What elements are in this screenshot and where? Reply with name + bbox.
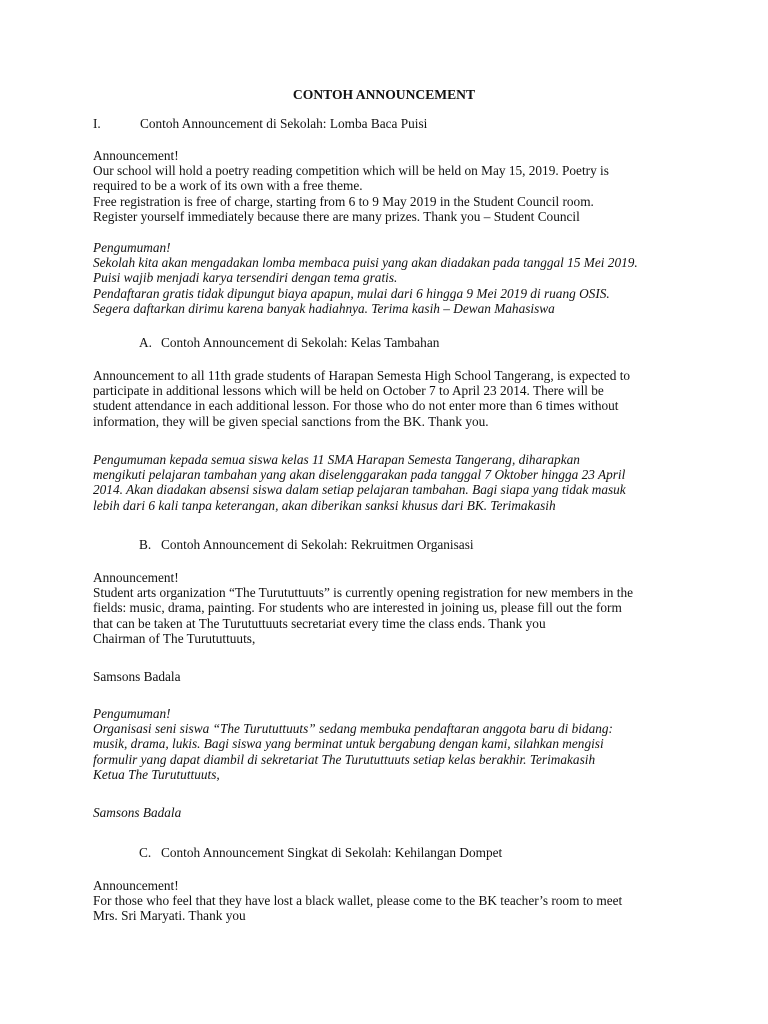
section-b-heading [139, 537, 474, 553]
section-b-indonesian-signature [93, 805, 683, 820]
section-1-english-paragraph [93, 148, 683, 224]
text-line: For those who feel that they have lost a black wallet, please come to the BK teacher’s room to meet [93, 893, 623, 909]
text-line: Announcement! [93, 878, 179, 893]
text-line: Register yourself immediately because there are many prizes. Thank you – Student Council [93, 208, 580, 224]
text-line: Organisasi seni siswa “The Turututtuuts” sedang membuka pendaftaran anggota baru di bidang: [93, 721, 613, 737]
section-c-letter: C. [139, 845, 152, 860]
text-line: Puisi wajib menjadi karya tersendiri dengan tema gratis. [93, 270, 398, 286]
text-line: mengikuti pelajaran tambahan yang akan diselenggarakan pada tanggal 7 Oktober hingga 23 April [93, 467, 626, 483]
text-line: Announcement! [93, 148, 179, 163]
text-line: Ketua The Turututtuuts, [93, 766, 220, 782]
text-line: 2014. Akan diadakan absensi siswa dalam setiap pelajaran tambahan. Bagi siapa yang tidak masuk [93, 482, 626, 498]
text-line: fields: music, drama, painting. For students who are interested in joining us, please fill out the form [93, 600, 622, 616]
section-b-english-signature [93, 669, 683, 684]
text-line: musik, drama, lukis. Bagi siswa yang berminat untuk bergabung dengan kami, silahkan mengisi [93, 736, 604, 752]
section-1-number: I. [93, 116, 101, 131]
text-line: Sekolah kita akan mengadakan lomba membaca puisi yang akan diadakan pada tanggal 15 Mei 2019. [93, 255, 638, 271]
signature-name: Samsons Badala [93, 805, 182, 820]
text-line: Announcement to all 11th grade students of Harapan Semesta High School Tangerang, is expected to [93, 368, 631, 383]
text-line: Free registration is free of charge, starting from 6 to 9 May 2019 in the Student Council room. [93, 193, 594, 209]
text-line: Segera daftarkan dirimu karena banyak hadiahnya. Terima kasih – Dewan Mahasiswa [93, 300, 555, 316]
text-line: Pendaftaran gratis tidak dipungut biaya apapun, mulai dari 6 hingga 9 Mei 2019 di ruang OSIS. [93, 285, 610, 301]
text-line: Student arts organization “The Turututtuuts” is currently opening registration for new members in the [93, 585, 634, 601]
text-line: Our school will hold a poetry reading competition which will be held on May 15, 2019. Poetry is [93, 163, 609, 179]
section-a-indonesian-paragraph [93, 452, 683, 513]
text-line: Pengumuman! [93, 706, 171, 721]
section-a-heading [139, 335, 439, 351]
text-line: Mrs. Sri Maryati. Thank you [93, 908, 246, 924]
text-line: formulir yang dapat diambil di sekretariat The Turututtuuts setiap kelas berakhir. Terimakasih [93, 751, 596, 767]
section-c-heading-text: Contoh Announcement Singkat di Sekolah: Kehilangan Dompet [161, 845, 503, 860]
text-line: student attendance in each additional lesson. For those who do not enter more than 6 times without [93, 398, 619, 414]
section-b-indonesian-paragraph [93, 706, 683, 782]
text-line: Announcement! [93, 570, 179, 585]
section-a-letter: A. [139, 335, 152, 350]
section-a-heading-text: Contoh Announcement di Sekolah: Kelas Tambahan [161, 335, 440, 350]
text-line: Pengumuman! [93, 240, 171, 255]
section-b-heading-text: Contoh Announcement di Sekolah: Rekruitmen Organisasi [161, 537, 474, 552]
section-c-heading [139, 845, 502, 861]
text-line: Chairman of The Turututtuuts, [93, 630, 256, 646]
section-1-indonesian-paragraph [93, 240, 683, 316]
text-line: participate in additional lessons which will be held on October 7 to April 23 2014. There will be [93, 383, 604, 399]
signature-name: Samsons Badala [93, 669, 181, 684]
text-line: that can be taken at The Turututtuuts secretariat every time the class ends. Thank you [93, 615, 546, 631]
text-line: information, they will be given special sanctions from the BK. Thank you. [93, 413, 489, 429]
text-line: required to be a work of its own with a free theme. [93, 178, 363, 194]
document-title: CONTOH ANNOUNCEMENT [292, 87, 476, 102]
section-c-english-paragraph [93, 878, 683, 924]
text-line: Pengumuman kepada semua siswa kelas 11 SMA Harapan Semesta Tangerang, diharapkan [93, 452, 580, 467]
text-line: lebih dari 6 kali tanpa keterangan, akan diberikan sanksi khusus dari BK. Terimakasih [93, 497, 556, 513]
section-a-english-paragraph [93, 368, 683, 429]
section-1-heading-text: Contoh Announcement di Sekolah: Lomba Baca Puisi [140, 116, 428, 131]
section-b-english-paragraph [93, 570, 683, 646]
section-b-letter: B. [139, 537, 152, 552]
